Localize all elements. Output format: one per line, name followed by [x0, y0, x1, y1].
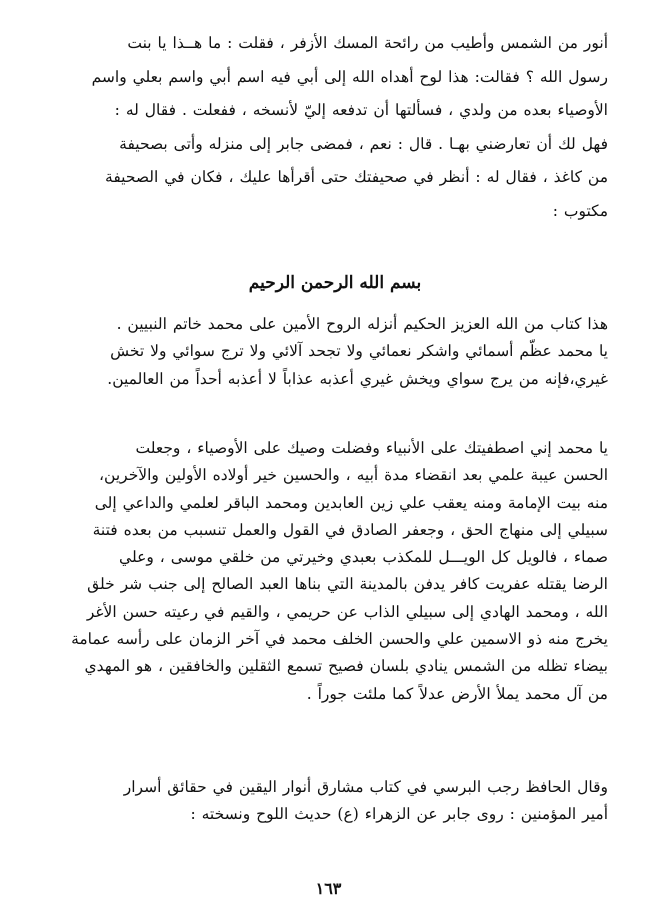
text-line: رسول الله ؟ فقالت: هذا لوح أهداه الله إلى أبي فيه اسم أبي واسم بعلي واسم: [91, 67, 608, 86]
page-number: ١٦٣: [315, 879, 342, 898]
text-line: أمير المؤمنين : روى جابر عن الزهراء (ع) حديث اللوح ونسخته :: [190, 805, 608, 824]
text-line: الله ، ومحمد الهادي إلى سبيلي الذاب عن حريمي ، والقيم في رعيته حسن الأغر: [86, 602, 608, 621]
text-line: وقال الحافظ رجب البرسي في كتاب مشارق أنوار اليقين في حقائق أسرار: [123, 778, 608, 796]
closing-paragraph: [62, 774, 608, 829]
text-line: الأوصياء بعده من ولدي ، فسألتها أن تدفعه إليّ لأنسخه ، ففعلت . فقال له :: [114, 101, 608, 119]
text-line: من كاغذ ، فقال له : أنظر في صحيفتك حتى أقرأها عليك ، فكان في الصحيفة: [105, 168, 608, 186]
text-line: من آل محمد يملأ الأرض عدلاً كما ملئت جوراً .: [306, 684, 608, 703]
basmala-heading: بسم الله الرحمن الرحيم: [248, 273, 422, 293]
text-line: منه بيت الإمامة ومنه يعقب علي زين العابدين ومحمد الباقر لعلمي والداعي إلى: [94, 493, 608, 512]
text-line: يا محمد إني اصطفيتك على الأنبياء وفضلت وصيك على الأوصياء ، وجعلت: [135, 439, 608, 457]
tablet-body-paragraph: [62, 435, 608, 708]
text-line: بيضاء تظله من الشمس ينادي بلسان فصيح تسمع الثقلين والخافقين ، هو المهدي: [84, 657, 608, 676]
text-line: فهل لك أن تعارضني بهـا . قال : نعم ، فمضى جابر إلى منزله وأتى بصحيفة: [119, 134, 608, 153]
text-line: أنور من الشمس وأطيب من رائحة المسك الأزفر ، فقلت : ما هــذا يا بنت: [127, 34, 608, 52]
text-line: صماء ، فالويل كل الويـــل للمكذب بعبدي وخيرتي من خلقي موسى ، وعلي: [119, 548, 608, 567]
text-line: الحسن عيبة علمي بعد انقضاء مدة أبيه ، والحسين خير أولاده الأولين والآخرين،: [99, 466, 608, 485]
tablet-opening-paragraph: [62, 311, 608, 393]
text-line: مكتوب :: [552, 201, 608, 220]
text-line: غيري،فإنه من يرج سواي ويخش غيري أعذبه عذاباً لا أعذبه أحداً من العالمين.: [107, 369, 608, 388]
text-line: هذا كتاب من الله العزيز الحكيم أنزله الروح الأمين على محمد خاتم النبيين .: [116, 315, 608, 333]
text-line: الرضا يقتله عفريت كافر يدفن بالمدينة التي بناها العبد الصالح إلى جنب شر خلق: [87, 575, 608, 594]
text-line: سبيلي إلى منهاج الحق ، وجعفر الصادق في القول والعمل تنسبب من بعده فتنة: [92, 520, 608, 539]
text-line: يخرج منه ذو الاسمين علي والحسن الخلف محمد في آخر الزمان على رأسه عمامة: [71, 630, 608, 649]
intro-paragraph: [62, 27, 608, 228]
text-line: يا محمد عظّم أسمائي واشكر نعمائي ولا تجحد آلائي ولا ترج سوائي ولا تخش: [110, 342, 608, 361]
